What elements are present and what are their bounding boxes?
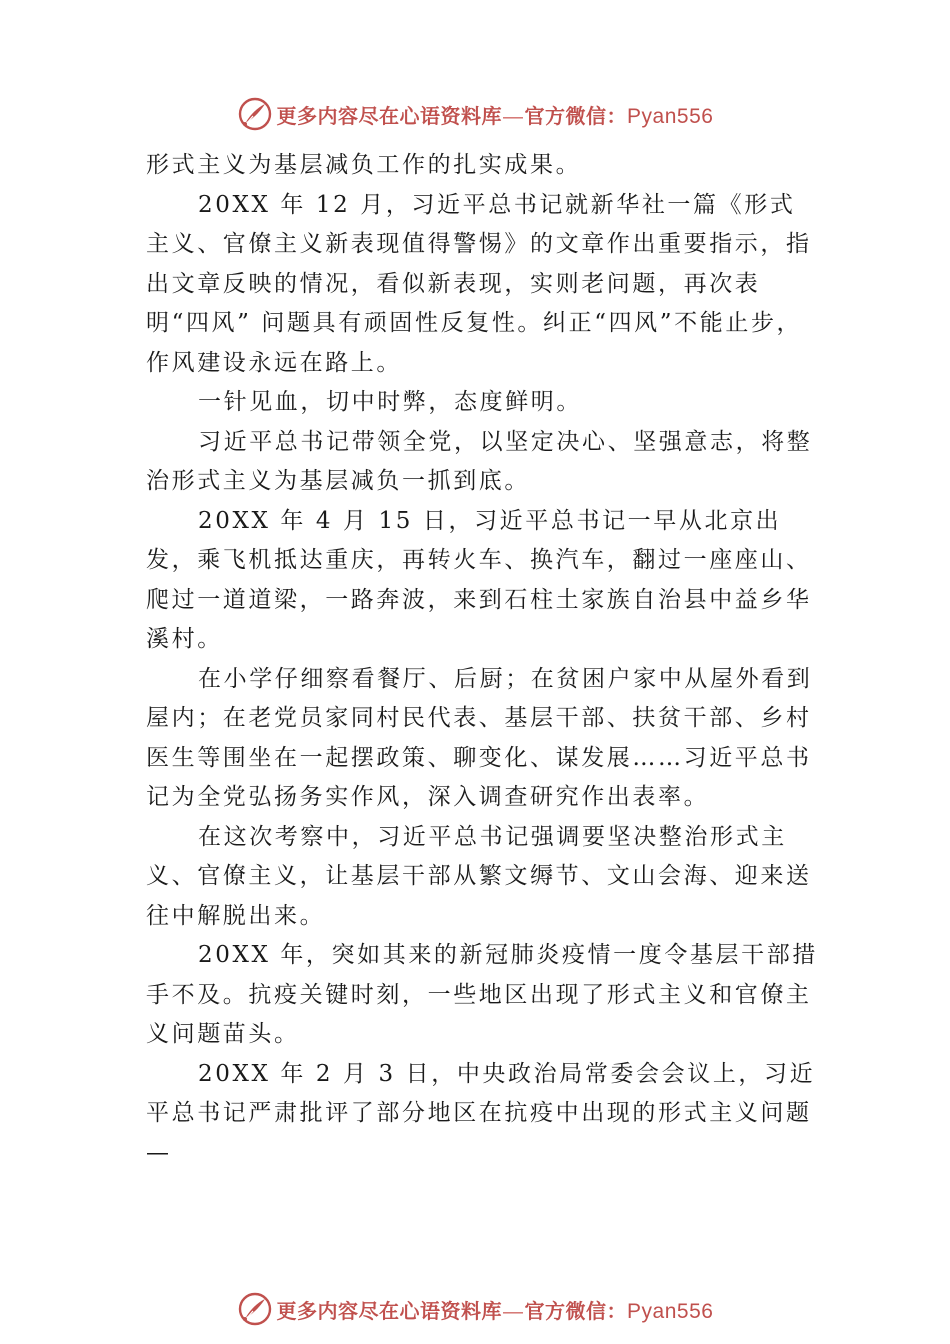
paragraph: 一针见血，切中时弊，态度鲜明。 <box>198 389 582 415</box>
header-watermark-banner <box>0 94 950 134</box>
paragraph-continuation: 形式主义为基层减负工作的扎实成果。 <box>146 152 582 178</box>
paragraph: 在这次考察中，习近平总书记强调要坚决整治形式主义、官僚主义，让基层干部从繁文缛节、文山会海、迎来送往中解脱出来。 <box>146 823 812 929</box>
footer-watermark-banner <box>0 1289 950 1329</box>
banner-separator: — <box>503 105 524 128</box>
paragraph: 20XX 年 4 月 15 日，习近平总书记一早从北京出发，乘飞机抵达重庆，再转火车、换汽车，翻过一座座山、爬过一道道梁，一路奔波，来到石柱土家族自治县中益乡华溪村。 <box>146 507 812 652</box>
banner-wechat-label: 官方微信： <box>524 1298 628 1323</box>
banner-wechat-label: 官方微信： <box>524 103 628 128</box>
banner-main-text: 更多内容尽在心语资料库 <box>276 1298 503 1323</box>
paragraph: 习近平总书记带领全党，以坚定决心、坚强意志，将整治形式主义为基层减负一抓到底。 <box>146 428 813 494</box>
paragraph: 20XX 年 2 月 3 日，中央政治局常委会会议上，习近平总书记严肃批评了部分地区在抗疫中出现的形式主义问题— <box>146 1060 816 1166</box>
paragraph: 20XX 年，突如其来的新冠肺炎疫情一度令基层干部措手不及。抗疫关键时刻，一些地区出现了形式主义和官僚主义问题苗头。 <box>146 942 818 1047</box>
paragraph: 20XX 年 12 月，习近平总书记就新华社一篇《形式主义、官僚主义新表现值得警惕》的文章作出重要指示，指出文章反映的情况，看似新表现，实则老问题，再次表明“四风” 问题具有顽固性反复性。纠正“四风”不能止步，作风建设永远在路上。 <box>146 191 812 376</box>
banner-main-text: 更多内容尽在心语资料库 <box>276 103 503 128</box>
banner-wechat-id: Pyan556 <box>627 1299 714 1323</box>
quill-logo-icon <box>237 96 273 132</box>
document-body <box>146 146 818 1173</box>
quill-logo-icon <box>237 1291 273 1327</box>
paragraph: 在小学仔细察看餐厅、后厨；在贫困户家中从屋外看到屋内；在老党员家同村民代表、基层干部、扶贫干部、乡村医生等围坐在一起摆政策、聊变化、谋发展……习近平总书记为全党弘扬务实作风，深入调查研究作出表率。 <box>146 665 813 810</box>
banner-wechat-id: Pyan556 <box>627 104 714 128</box>
banner-separator: — <box>503 1300 524 1323</box>
